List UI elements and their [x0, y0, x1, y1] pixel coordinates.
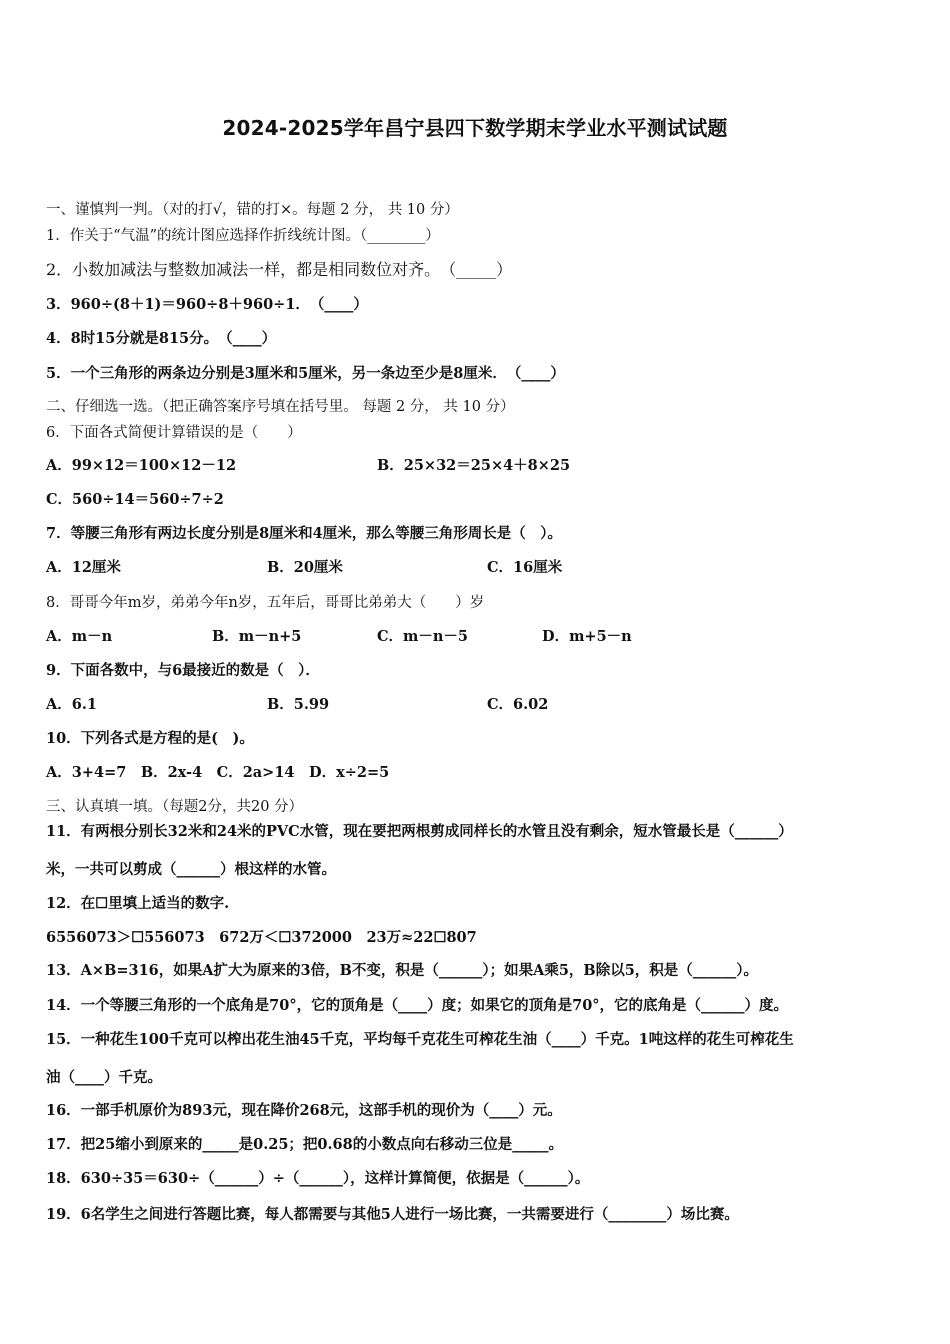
question-9-option-b: B．5.99	[267, 696, 330, 713]
page-title: 2024-2025学年昌宁县四下数学期末学业水平测试试题	[222, 116, 728, 140]
question-6-option-c: C．560÷14＝560÷7÷2	[46, 491, 224, 508]
question-11-line-2: 米，一共可以剪成（______）根这样的水管。	[46, 861, 336, 878]
question-12-line-1: 12．在☐里填上适当的数字.	[46, 895, 230, 912]
question-13: 13．A×B=316，如果A扩大为原来的3倍，B不变，积是（______）；如果A乘5，B除以5，积是（______）。	[46, 962, 759, 979]
question-1: 1．作关于“气温”的统计图应选择作折线统计图。（________）	[46, 228, 440, 244]
section-2-header: 二、仔细选一选。（把正确答案序号填在括号里。 每题 2 分， 共 10 分）	[46, 399, 515, 415]
question-6-option-a: A．99×12＝100×12－12	[46, 457, 237, 474]
question-8-option-c: C．m－n－5	[377, 628, 469, 645]
question-7-option-b: B．20厘米	[267, 559, 343, 576]
question-9-option-a: A．6.1	[46, 696, 97, 713]
question-19: 19．6名学生之间进行答题比赛，每人都需要与其他5人进行一场比赛，一共需要进行（________）场比赛。	[46, 1206, 739, 1223]
section-3-header: 三、认真填一填。（每题2分，共20 分）	[46, 799, 304, 815]
question-8-option-d: D．m+5－n	[542, 628, 632, 645]
question-8: 8．哥哥今年m岁，弟弟今年n岁，五年后，哥哥比弟弟大（ ）岁	[46, 595, 485, 611]
question-9: 9．下面各数中，与6最接近的数是（ ）．	[46, 662, 320, 679]
question-6-option-b: B．25×32＝25×4＋8×25	[377, 457, 571, 474]
question-16: 16．一部手机原价为893元，现在降价268元，这部手机的现价为（____）元。	[46, 1102, 562, 1119]
section-1-header: 一、谨慎判一判。（对的打√，错的打×。每题 2 分， 共 10 分）	[46, 202, 459, 218]
question-17: 17．把25缩小到原来的_____是0.25；把0.68的小数点向右移动三位是_____。	[46, 1136, 563, 1153]
question-14: 14．一个等腰三角形的一个底角是70°，它的顶角是（____）度；如果它的顶角是70°，它的底角是（______）度。	[46, 997, 789, 1014]
question-11-line-1: 11．有两根分别长32米和24米的PVC水管，现在要把两根剪成同样长的水管且没有剩余，短水管最长是（______）	[46, 823, 793, 840]
question-2: 2．小数加减法与整数加减法一样，都是相同数位对齐。 （_____）	[46, 260, 513, 279]
question-3: 3．960÷(8＋1)＝960÷8＋960÷1． （____）	[46, 296, 368, 313]
question-7-option-a: A．12厘米	[46, 559, 121, 576]
question-15-line-1: 15．一种花生100千克可以榨出花生油45千克，平均每千克花生可榨花生油（____）千克。1吨这样的花生可榨花生	[46, 1031, 794, 1048]
question-8-option-a: A．m－n	[46, 628, 113, 645]
question-8-option-b: B．m－n+5	[212, 628, 302, 645]
question-9-option-c: C．6.02	[487, 696, 549, 713]
question-10: 10．下列各式是方程的是( )。	[46, 730, 254, 747]
question-15-line-2: 油（____）千克。	[46, 1069, 162, 1086]
question-7: 7．等腰三角形有两边长度分别是8厘米和4厘米，那么等腰三角形周长是（ ）。	[46, 525, 563, 542]
question-4: 4．8时15分就是815分。 （____）	[46, 330, 277, 347]
question-10-options: A．3+4=7 B．2x-4 C．2a>14 D．x÷2=5	[46, 764, 390, 781]
question-12-line-2: 6556073＞☐556073 672万＜☐372000 23万≈22☐807	[46, 929, 477, 946]
question-18: 18．630÷35＝630÷（______）÷（______），这样计算简便，依据是（______）。	[46, 1170, 590, 1187]
question-7-option-c: C．16厘米	[487, 559, 563, 576]
question-6: 6．下面各式简便计算错误的是（ ）	[46, 425, 302, 441]
question-5: 5．一个三角形的两条边分别是3厘米和5厘米，另一条边至少是8厘米． （____）	[46, 365, 565, 382]
